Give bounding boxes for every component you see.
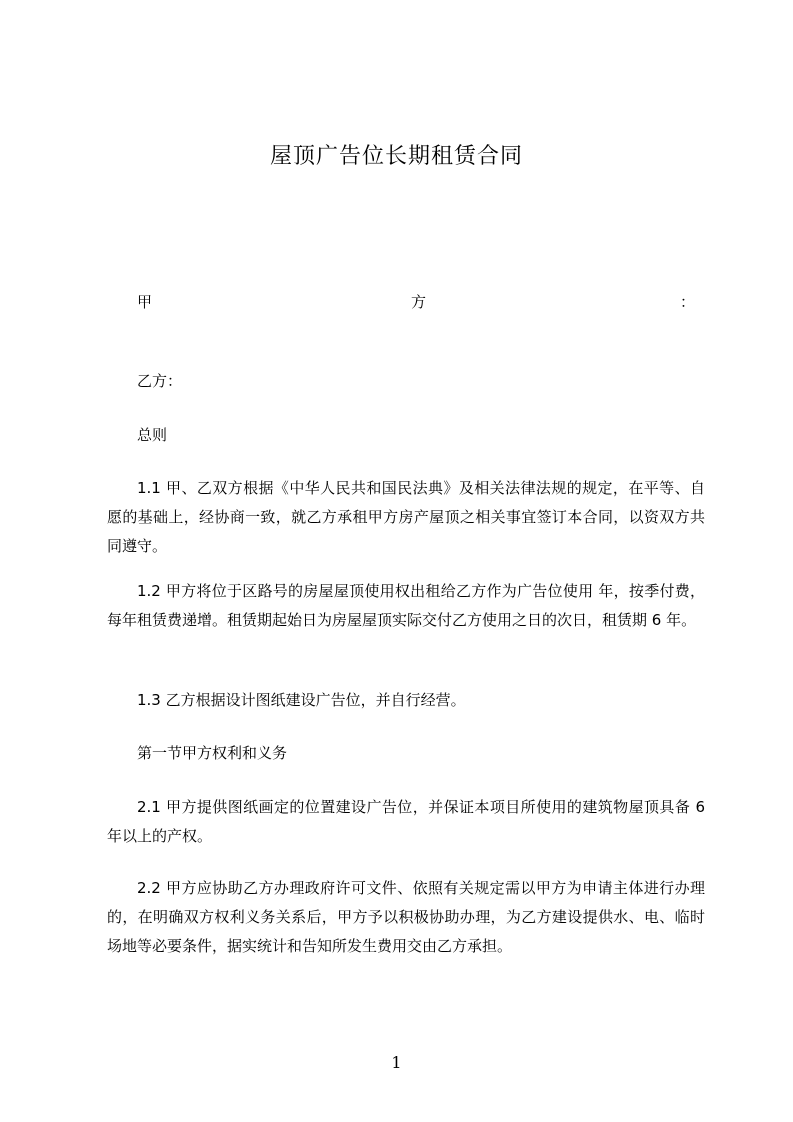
section-1-heading: 第一节甲方权利和义务 [137,744,288,762]
clause-2-2: 2.2 甲方应协助乙方办理政府许可文件、依照有关规定需以甲方为申请主体进行办理的，在明确双方权利义务关系后，甲方予以积极协助办理，为乙方建设提供水、电、临时场地等必要条件，据实统计和告知所发生费用交由乙方承担。 [107,879,705,955]
clause-1-1: 1.1 甲、乙双方根据《中华人民共和国民法典》及相关法律法规的规定，在平等、自愿的基础上，经协商一致，就乙方承租甲方房产屋顶之相关事宜签订本合同，以资双方共同遵守。 [107,479,705,555]
party-a-char-1: 甲 [137,293,153,311]
party-a-line [137,290,695,314]
party-a-char-2: 方 [411,293,427,311]
party-b-line: 乙方： [137,372,183,390]
document-title: 屋顶广告位长期租赁合同 [269,144,523,169]
clause-2-1: 2.1 甲方提供图纸画定的位置建设广告位，并保证本项目所使用的建筑物屋顶具备 6 年以上的产权。 [107,798,705,845]
clause-1-2: 1.2 甲方将位于区路号的房屋屋顶使用权出租给乙方作为广告位使用 年，按季付费，每年租赁费递增。租赁期起始日为房屋屋顶实际交付乙方使用之日的次日，租赁期 6 年。 [107,582,705,629]
clause-1-3: 1.3 乙方根据设计图纸建设广告位，并自行经营。 [137,691,466,709]
general-heading: 总则 [137,426,168,444]
page-number: 1 [391,1053,402,1072]
party-a-colon: ： [679,293,695,311]
